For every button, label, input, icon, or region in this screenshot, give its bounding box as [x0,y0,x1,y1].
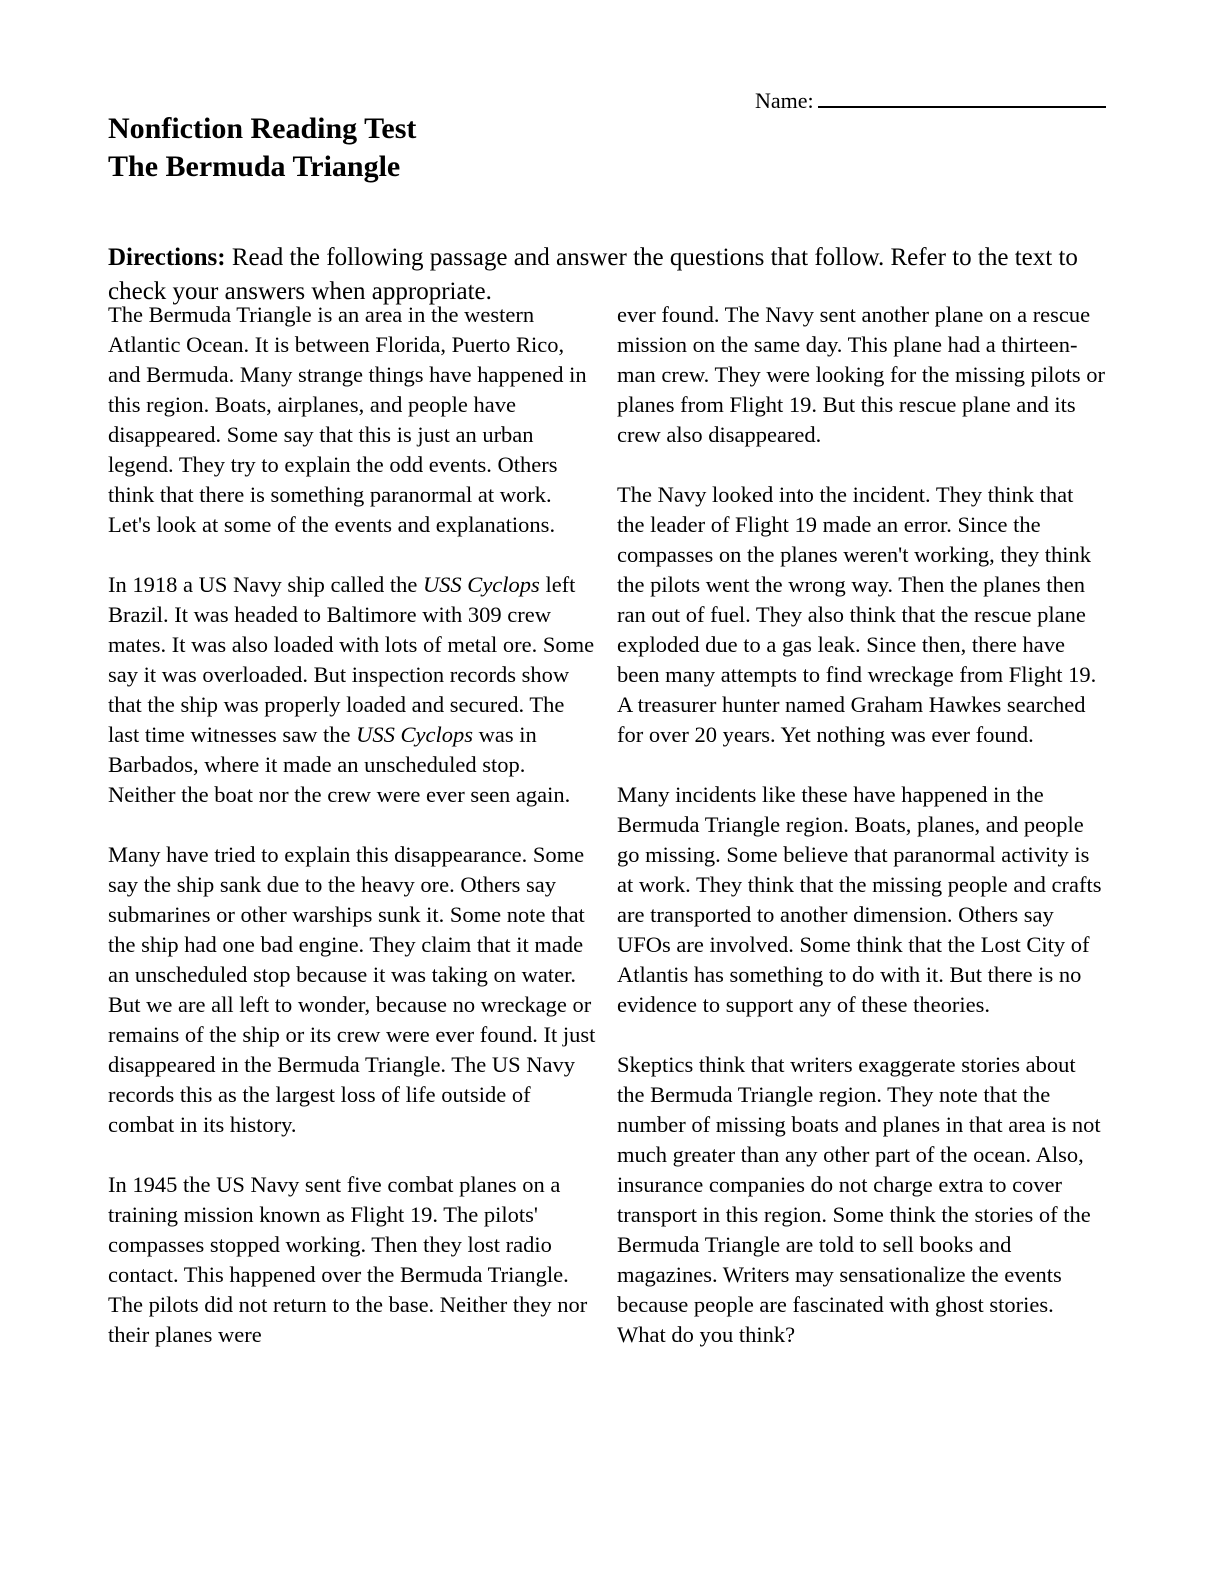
passage-left-column [108,300,597,1380]
passage [108,300,1106,1380]
name-row [755,86,1106,114]
title-line-2: The Bermuda Triangle [108,150,401,183]
name-label: Name: [755,88,814,113]
paragraph-4-part-2: ever found. The Navy sent another plane on a rescue mission on the same day. This plane had a thirteen-man crew. They were looking for the missing pilots or planes from Flight 19. But this rescue plane and its crew also disappeared. [617,302,1106,447]
passage-right-column [617,300,1106,1380]
paragraph-4-part-1: In 1945 the US Navy sent five combat planes on a training mission known as Flight 19. The pilots' compasses stopped working. Then they lost radio contact. This happened over the Bermuda Triangle. The pilots did not return to the base. Neither they nor their planes were [108,1172,588,1347]
directions-text: Directions: Read the following passage and answer the questions that follow. Refer to the text to check your answers when appropriate. [108,244,1078,305]
paragraph-5: The Navy looked into the incident. They think that the leader of Flight 19 made an error. Since the compasses on the planes weren't working, they think the pilots went the wrong way. Then the planes then ran out of fuel. They also think that the rescue plane exploded due to a gas leak. Since then, there have been many attempts to find wreckage from Flight 19. A treasurer hunter named Graham Hawkes searched for over 20 years. Yet nothing was ever found. [617,482,1097,747]
name-blank-line [818,86,1106,108]
paragraph-3: Many have tried to explain this disappearance. Some say the ship sank due to the heavy ore. Others say submarines or other warships sunk it. Some note that the ship had one bad engine. They claim that it made an unscheduled stop because it was taking on water. But we are all left to wonder, because no wreckage or remains of the ship or its crew were ever found. It just disappeared in the Bermuda Triangle. The US Navy records this as the largest loss of life outside of combat in its history. [108,842,596,1137]
document-title [108,110,416,186]
paragraph-2: In 1918 a US Navy ship called the USS Cyclops left Brazil. It was headed to Baltimore with 309 crew mates. It was also loaded with lots of metal ore. Some say it was overloaded. But inspection records show that the ship was properly loaded and secured. The last time witnesses saw the USS Cyclops was in Barbados, where it made an unscheduled stop. Neither the boat nor the crew were ever seen again. [108,572,595,807]
paragraph-1: The Bermuda Triangle is an area in the western Atlantic Ocean. It is between Florida, Puerto Rico, and Bermuda. Many strange things have happened in this region. Boats, airplanes, and people have disappeared. Some say that this is just an urban legend. They try to explain the odd events. Others think that there is something paranormal at work. Let's look at some of the events and explanations. [108,302,587,537]
title-line-1: Nonfiction Reading Test [108,112,417,145]
paragraph-6: Many incidents like these have happened in the Bermuda Triangle region. Boats, planes, and people go missing. Some believe that paranormal activity is at work. They think that the missing people and crafts are transported to another dimension. Others say UFOs are involved. Some think that the Lost City of Atlantis has something to do with it. But there is no evidence to support any of these theories. [617,782,1102,1017]
paragraph-7: Skeptics think that writers exaggerate stories about the Bermuda Triangle region. They note that the number of missing boats and planes in that area is not much greater than any other part of the ocean. Also, insurance companies do not charge extra to cover transport in this region. Some think the stories of the Bermuda Triangle are told to sell books and magazines. Writers may sensationalize the events because people are fascinated with ghost stories. What do you think? [617,1052,1101,1347]
